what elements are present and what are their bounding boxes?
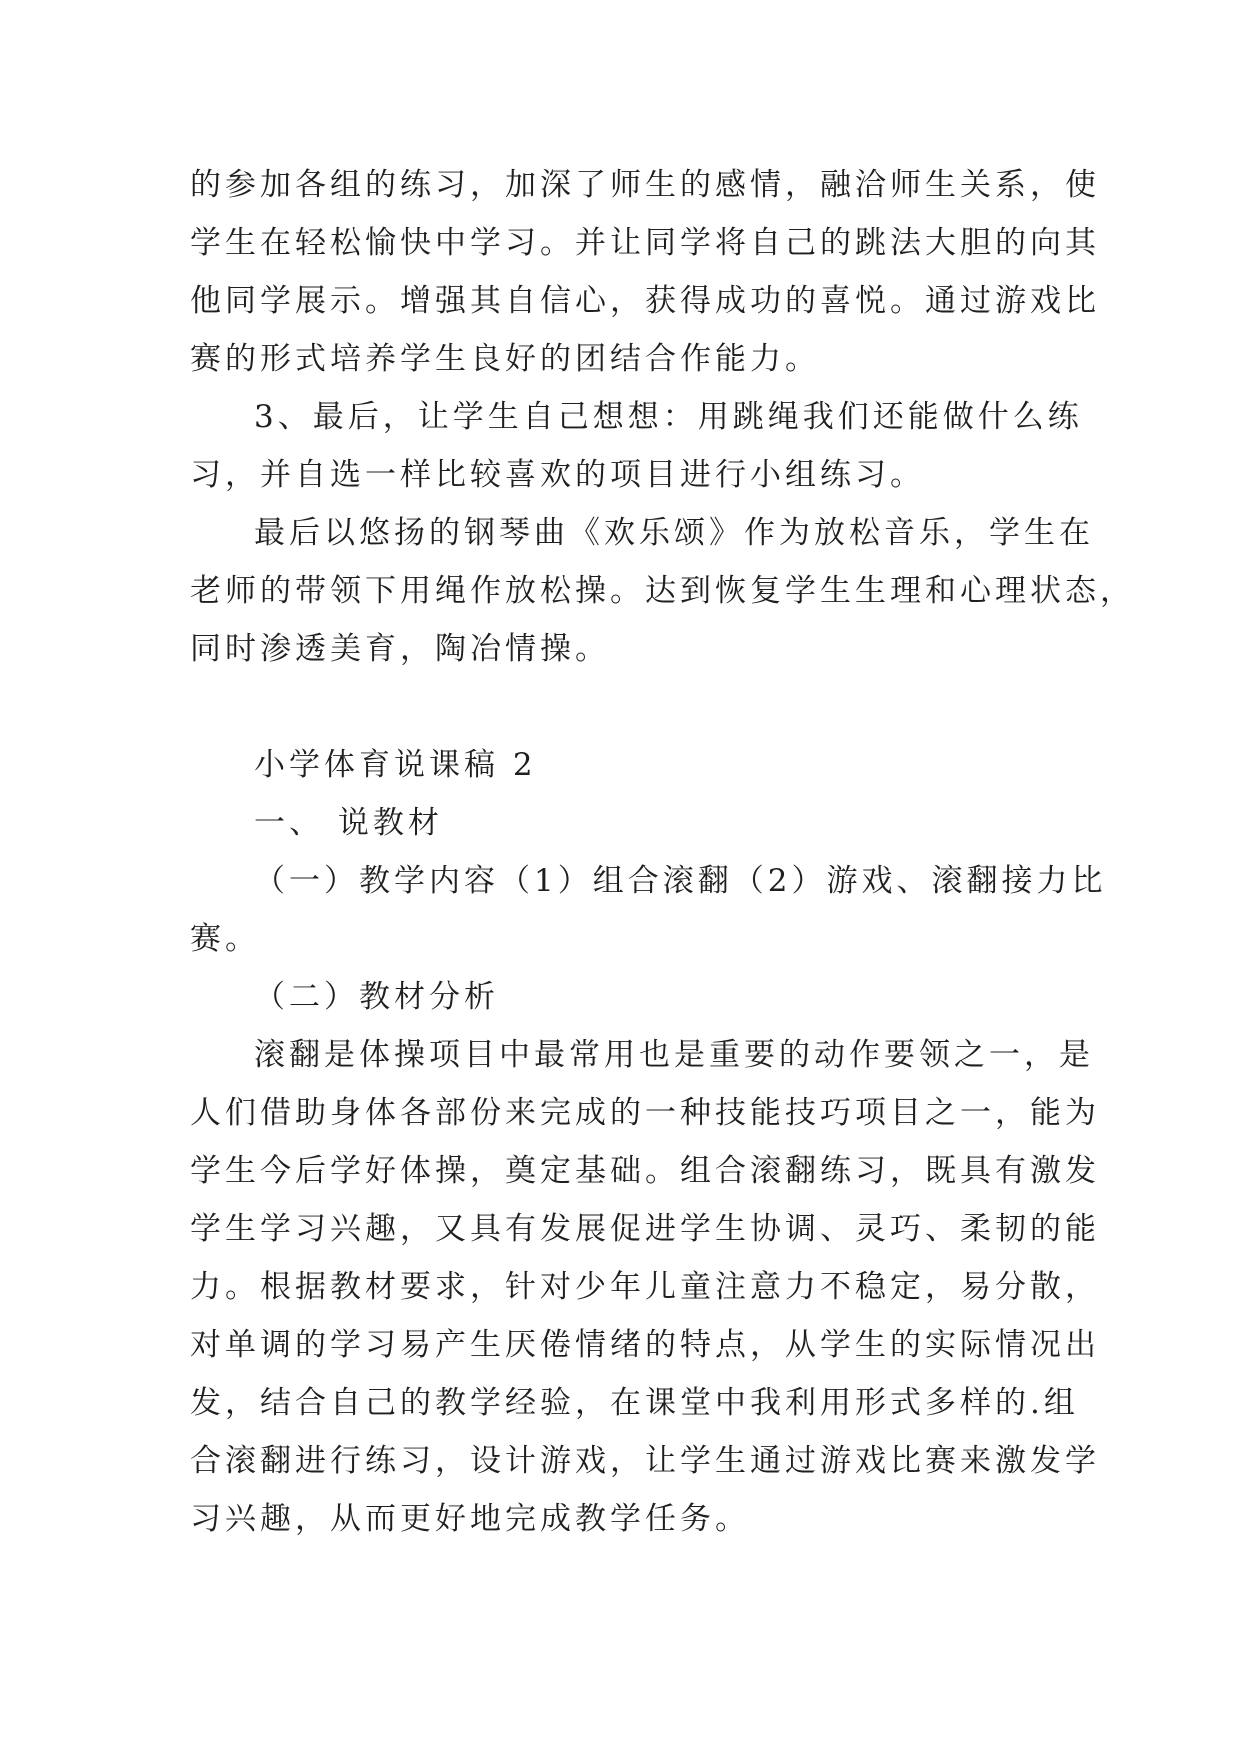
paragraph-line: 赛的形式培养学生良好的团结合作能力。	[190, 341, 820, 377]
document-page	[190, 156, 1135, 1548]
paragraph-3	[190, 504, 1135, 678]
paragraph-line: 同时渗透美育，陶冶情操。	[190, 631, 610, 667]
subsection-heading: （二）教材分析	[254, 979, 499, 1015]
section-title: 小学体育说课稿 2	[254, 747, 537, 783]
paragraph-line: 学生学习兴趣，又具有发展促进学生协调、灵巧、柔韧的能	[190, 1211, 1100, 1247]
paragraph-line: 的参加各组的练习，加深了师生的感情，融洽师生关系，使	[190, 167, 1100, 203]
paragraph-4	[190, 852, 1107, 968]
paragraph-line: 滚翻是体操项目中最常用也是重要的动作要领之一，是	[254, 1037, 1094, 1073]
paragraph-line: 学生今后学好体操，奠定基础。组合滚翻练习，既具有激发	[190, 1153, 1100, 1189]
paragraph-line: 人们借助身体各部份来完成的一种技能技巧项目之一，能为	[190, 1095, 1100, 1131]
paragraph-line: 力。根据教材要求，针对少年儿童注意力不稳定，易分散，	[190, 1269, 1100, 1305]
section-heading: 一、 说教材	[254, 805, 443, 841]
paragraph-line: 学生在轻松愉快中学习。并让同学将自己的跳法大胆的向其	[190, 225, 1100, 261]
paragraph-1	[190, 156, 1100, 388]
paragraph-line: （一）教学内容（1）组合滚翻（2）游戏、滚翻接力比	[254, 863, 1107, 899]
paragraph-line: 习兴趣，从而更好地完成教学任务。	[190, 1501, 750, 1537]
paragraph-5	[190, 1026, 1100, 1548]
paragraph-line: 最后以悠扬的钢琴曲《欢乐颂》作为放松音乐，学生在	[254, 515, 1094, 551]
paragraph-line: 对单调的学习易产生厌倦情绪的特点，从学生的实际情况出	[190, 1327, 1100, 1363]
paragraph-line: 发，结合自己的教学经验，在课堂中我利用形式多样的.组	[190, 1385, 1079, 1421]
paragraph-line: 老师的带领下用绳作放松操。达到恢复学生生理和心理状态，	[190, 573, 1135, 609]
paragraph-line: 3、最后，让学生自己想想：用跳绳我们还能做什么练	[254, 399, 1083, 435]
paragraph-line: 他同学展示。增强其自信心，获得成功的喜悦。通过游戏比	[190, 283, 1100, 319]
paragraph-2	[190, 388, 1083, 504]
blank-line	[190, 678, 1050, 736]
paragraph-line: 赛。	[190, 921, 260, 957]
paragraph-line: 合滚翻进行练习，设计游戏，让学生通过游戏比赛来激发学	[190, 1443, 1100, 1479]
paragraph-line: 习，并自选一样比较喜欢的项目进行小组练习。	[190, 457, 925, 493]
